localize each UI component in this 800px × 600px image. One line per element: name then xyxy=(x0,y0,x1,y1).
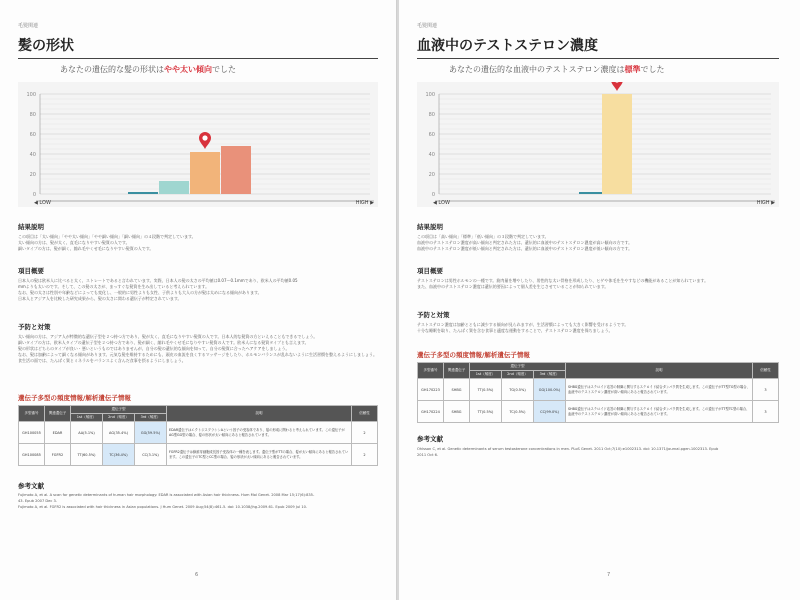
result-chart xyxy=(18,82,378,207)
low-label: ◀ LOW xyxy=(433,200,450,206)
high-label: HIGH ▶ xyxy=(756,200,775,206)
y-tick-label: 100 xyxy=(26,92,36,98)
references-heading: 参考文献 xyxy=(417,435,443,443)
y-tick-label: 80 xyxy=(428,112,435,118)
page-number: 7 xyxy=(607,572,611,578)
section-heading: 結果説明 xyxy=(18,223,44,231)
table-heading: 遺伝子多型の頻度情報/解析遺伝子情報 xyxy=(18,394,131,402)
page-number: 6 xyxy=(195,572,199,578)
y-tick-label: 40 xyxy=(428,152,435,158)
location-pin-icon xyxy=(199,132,211,149)
chart-bar xyxy=(190,152,220,194)
table-row: GH170223 SHBG TT(0.5%) TG(0.5%) GG(100.0%) SHBG遺伝子はステロイド応答の制御に関与するステロイド結合タンパク質を生成します。この遺伝子がTT型TG型の場合、血液中のテストステロン濃度が高い傾向にあると報告されています。 3 xyxy=(418,379,779,401)
chart-bar xyxy=(159,181,189,194)
y-tick-label: 40 xyxy=(29,152,36,158)
y-tick-label: 100 xyxy=(425,92,435,98)
section-heading: 結果説明 xyxy=(417,223,443,231)
low-label: ◀ LOW xyxy=(34,200,51,206)
left-page xyxy=(0,0,397,600)
chart-bar xyxy=(128,192,158,194)
gene-table: 多型番号 関連遺伝子 遺伝子型 説明 信頼性 1st（頻度） 2nd（頻度） 3rd（頻度） GH170223 SHBG TT(0.5%) TG(0.5%) GG(100.0%) SHBG遺伝子はステロイド応答の制御に関与するステロイド結合タンパク質を生成します。この遺伝子がTT型TG型の場合、血液中のテストステロン濃度が高い傾向にあると報告されています。 3 GH170224 SHBG TT(0.5%) TC(0.5%) CC(99.0%) SHBG遺伝子はステロイド応答の制御に関与するステロイド結合タンパク質を生成します。この遺伝子がTT型TC型の場合、血液中のテストステロン濃度が高い傾向にあると報告されています。 3 xyxy=(417,362,779,423)
page-title: 髪の形状 xyxy=(18,38,74,54)
y-tick-label: 20 xyxy=(29,172,36,178)
category-label: 毛髪関連 xyxy=(18,23,39,29)
result-highlight: 標準 xyxy=(624,65,641,74)
references-text: Ohlsson C, et al. Genetic determinants of serum testosterone concentrations in men. PLoS Genet. 2011 Oct;7(10):e1002313. doi: 10.1371/journal.pgen.1002313. Epub 2011 Oct 6. xyxy=(417,447,719,457)
y-tick-label: 0 xyxy=(431,192,435,198)
y-tick-label: 0 xyxy=(32,192,36,198)
page-title: 血液中のテストステロン濃度 xyxy=(417,38,599,54)
table-heading: 遺伝子多型の頻度情報/解析遺伝子情報 xyxy=(417,351,530,359)
y-tick-label: 20 xyxy=(428,172,435,178)
title-rule xyxy=(18,58,378,59)
result-chart xyxy=(417,82,779,207)
table-row: GH170224 SHBG TT(0.5%) TC(0.5%) CC(99.0%) SHBG遺伝子はステロイド応答の制御に関与するステロイド結合タンパク質を生成します。この遺伝子がTT型TC型の場合、血液中のテストステロン濃度が高い傾向にあると報告されています。 3 xyxy=(418,401,779,423)
high-label: HIGH ▶ xyxy=(355,200,374,206)
section-text: テストステロンは男性ホルモンの一種です。筋肉量を増やしたり、男性的な太い骨格を形成したり、ヒゲや体毛を生やすなどの機能があることが知られています。 また、血液中のテストステロン濃度は遺伝的要因によって個人差を生じさせていることが知られています。 xyxy=(417,278,709,289)
references-text: Fujimoto A, et al. A scan for genetic determinants of human hair morphology: EDAR is associated with Asian hair thickness. Hum Mol Genet. 2008 Mar 15;17(6):835- 43. Epub 2007 Dec 3. Fujimoto A, et al. FGFR2 is associated with hair thickness in Asian populations. J Hum Genet. 2009 Aug;54(8):461-5. doi: 10.1038/jhg.2009.61. Epub 2009 Jul 10. xyxy=(18,493,315,509)
table-row: GH100085 FGFR2 TT(60.5%) TC(36.4%) CC(3.1%) FGFR2遺伝子は線維芽細胞成長因子受容体の一種を表します。遺伝子型がTTの場合、髪が太い傾向にあると報告されています。この遺伝子のTC型とCC型の場合、髪の形状が太い傾向にあると報告されています。 2 xyxy=(19,444,378,466)
y-tick-label: 60 xyxy=(428,132,435,138)
section-text: 日本人の髪は欧米人に比べると太く、ストレートであると言われています。実際、日本人の髪の太さの平均値は0.07～0.1mmであり、欧米人の平均値0.05 mmよりも太いのです。そして、この髪の太さが、まっすぐな髪質を生み出していると考えられています。 なお、髪の太さは性別や年齢などによっても変化し、一般的に男性よりも女性、子供よりも大人の方が髪は太めになる傾向があります。 日本人とアジア人を比較した研究成果から、髪の太さに関わる遺伝子が特定されています。 xyxy=(18,278,298,301)
section-heading: 予防と対策 xyxy=(18,323,51,331)
table-row: GH100055 EDAR AA(5.1%) AG(35.4%) GG(59.5%) EDAR遺伝子はエクトジスプラシンAという因子の受容体であり、髪の形成に関わると考えられています。この遺伝子がAG型GG型の場合、髪の形状が太い傾向にあると報告されています。 2 xyxy=(19,422,378,444)
category-label: 毛髪関連 xyxy=(417,23,438,29)
gene-table: 多型番号 関連遺伝子 遺伝子型 説明 信頼性 1st（頻度） 2nd（頻度） 3rd（頻度） GH100055 EDAR AA(5.1%) AG(35.4%) GG(59.5%) EDAR遺伝子はエクトジスプラシンAという因子の受容体であり、髪の形成に関わると考えられています。この遺伝子がAG型GG型の場合、髪の形状が太い傾向にあると報告されています。 2 GH100085 FGFR2 TT(60.5%) TC(36.4%) CC(3.1%) FGFR2遺伝子は線維芽細胞成長因子受容体の一種を表します。遺伝子型がTTの場合、髪が太い傾向にあると報告されています。この遺伝子のTC型とCC型の場合、髪の形状が太い傾向にあると報告されています。 2 xyxy=(18,405,378,466)
right-page xyxy=(399,0,800,600)
chart-bar xyxy=(602,94,632,194)
location-pin-icon xyxy=(611,82,623,91)
section-text: この項目は「太い傾向」「やや太い傾向」「やや細い傾向」「細い傾向」の４段階で判定しています。 太い傾向の方は、髪が太く、直毛になりやすい髪質の人です。 細いタイプの方は、髪が細く、縮れ毛やくせ毛になりやすい髪質の人です。 xyxy=(18,234,196,251)
result-subtitle: あなたの遺伝的な髪の形状はやや太い傾向でした xyxy=(60,65,236,74)
y-tick-label: 60 xyxy=(29,132,36,138)
section-heading: 予防と対策 xyxy=(417,311,450,319)
section-text: 太い傾向の方は、アジア人が特徴的な遺伝子型を２つ持つ方であり、髪が太く、直毛になりやすい髪質の人です。日本人的な髪質の方といえることもできるでしょう。 細いタイプの方は、欧米人タイプの遺伝子型を２つ持つ方であり、髪が細く、縮れ毛やくせ毛になりやすい髪質の人です。欧米人になる髪質タイプとも言えます。 髪の形状はどちらのタイプが良い・悪いというものではありませんが、自分の髪の遺伝的な傾向を知って、自分の髪質に合ったヘアケアをしましょう。 なお、髪は加齢によって細くなる傾向があります。元気な髪を維持するためにも、頭皮の血流を良くするマッサージをしたり、ホルモンバランスが乱れないように生活習慣を整えるようにしましょう。食生活の面では、たんぱく質とミネラルをバランスよく含んだ食事を摂るようにしましょう。 xyxy=(18,334,378,363)
section-heading: 項目概要 xyxy=(18,267,44,275)
result-subtitle: あなたの遺伝的な血液中のテストステロン濃度は標準でした xyxy=(449,65,665,74)
section-heading: 項目概要 xyxy=(417,267,443,275)
title-rule xyxy=(417,58,779,59)
references-heading: 参考文献 xyxy=(18,482,44,490)
chart-bar xyxy=(221,146,251,194)
result-highlight: やや太い傾向 xyxy=(164,65,212,74)
section-text: この項目は「高い傾向」「標準」「低い傾向」の３段階で判定しています。 血液中のテストステロン濃度が高い傾向と判定された方は、遺伝的に血液中のテストステロン濃度が高い傾向の方です。 血液中のテストステロン濃度が低い傾向と判定された方は、遺伝的に血液中のテストステロン濃度が低い傾向の方です。 xyxy=(417,234,633,251)
section-text: テストステロン濃度は加齢とともに減少する傾向が見られますが、生活習慣によっても大きく影響を受けるようです。 十分な睡眠を取り、たんぱく質を含む食事と適度な運動をすることで、テストステロン濃度を保ちましょう。 xyxy=(417,322,629,333)
y-tick-label: 80 xyxy=(29,112,36,118)
